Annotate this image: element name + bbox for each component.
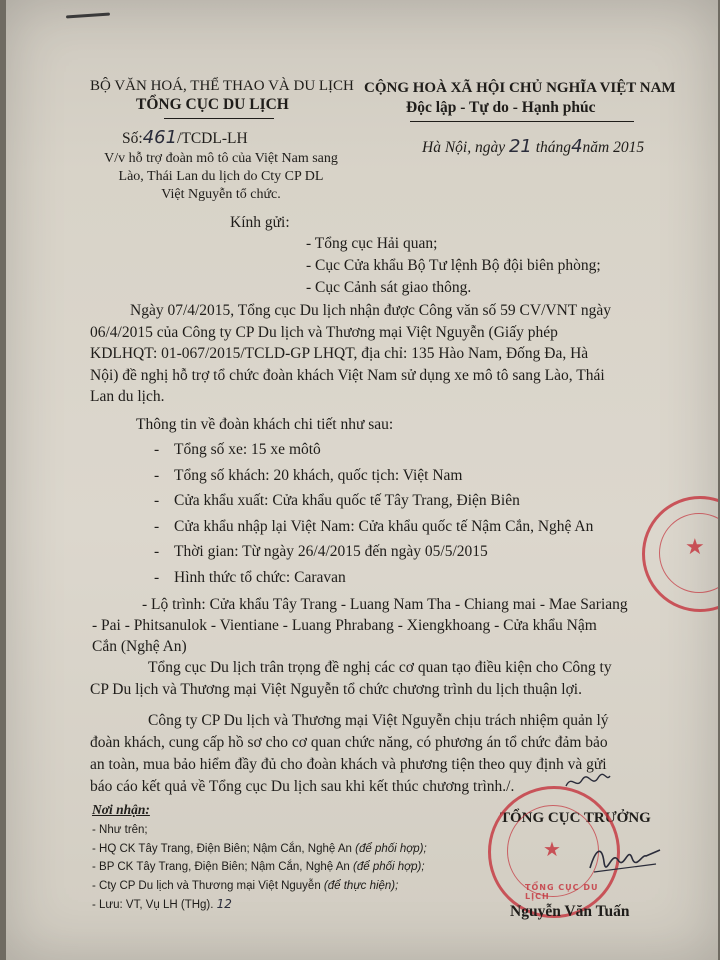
route-line: - Lộ trình: Cửa khẩu Tây Trang - Luang Nam Tha - Chiang mai - Mae Sariang [142,596,628,613]
subject-block [76,150,366,204]
request-line: Tổng cục Du lịch trân trọng đề nghị các cơ quan tạo điều kiện cho Công ty [148,659,612,676]
number-handwritten: 461 [142,127,178,148]
detail-text: Tổng số xe: 15 xe môtô [174,441,321,458]
detail-item: - Tổng số xe: 15 xe môtô [154,441,321,458]
footer-recipients-list [92,821,427,915]
recipient-item: - Tổng cục Hải quan; [306,235,438,252]
details-list [154,437,593,590]
subject-line: V/v hỗ trợ đoàn mô tô của Việt Nam sang [104,151,338,166]
detail-item: - Hình thức tổ chức: Caravan [154,568,346,586]
ministry-name: BỘ VĂN HOÁ, THỂ THAO VÀ DU LỊCH [90,78,354,94]
detail-text: Hình thức tổ chức: Caravan [174,568,346,586]
responsibility-paragraph [90,710,609,798]
detail-text: Thời gian: Từ ngày 26/4/2015 đến ngày 05/5/2015 [174,543,488,560]
date-year: năm 2015 [582,139,645,156]
footer-recipient-text: - Cty CP Du lịch và Thương mại Việt Nguyễn [92,879,324,892]
intro-line: Lan du lịch. [90,388,165,405]
details-intro: Thông tin về đoàn khách chi tiết như sau: [136,416,394,433]
document-page [6,0,718,960]
document-number [122,127,248,148]
responsibility-line: đoàn khách, cung cấp hồ sơ cho cơ quan chức năng, có phương án tổ chức đảm bảo [90,734,608,751]
detail-item: - Cửa khẩu xuất: Cửa khẩu quốc tế Tây Trang, Điện Biên [154,492,520,509]
issue-date [422,136,644,157]
footer-recipient-note: (để thực hiện); [323,879,399,892]
route-line: Cắn (Nghệ An) [92,638,187,655]
detail-text: Cửa khẩu xuất: Cửa khẩu quốc tế Tây Trang, Điện Biên [174,492,520,509]
signer-name: Nguyễn Văn Tuấn [510,903,630,920]
motto-underline [410,121,634,122]
route-paragraph [92,594,628,657]
subject-line: Việt Nguyễn tổ chức. [161,187,281,202]
intro-line: KDLHQT: 01-067/2015/TCLD-GP LHQT, địa chỉ: 135 Hào Nam, Đống Đa, Hà [90,345,589,362]
number-prefix: Số: [122,130,143,147]
footer-recipient-note: (để phối hợp); [353,861,425,873]
recipient-item: - Cục Cửa khẩu Bộ Tư lệnh Bộ đội biên phòng; [306,257,601,274]
footer-recipient-text: - Như trên; [92,824,148,836]
star-icon: ★ [543,837,561,861]
detail-item: - Thời gian: Từ ngày 26/4/2015 đến ngày 05/5/2015 [154,543,488,560]
responsibility-line: báo cáo kết quả về Tổng cục Du lịch sau khi kết thúc chương trình./. [90,778,515,795]
recipients-list [306,233,601,299]
footer-recipient-item [92,895,427,915]
footer-recipient-text: - HQ CK Tây Trang, Điện Biên; Nậm Cắn, Nghệ An [92,842,356,855]
request-line: CP Du lịch và Thương mại Việt Nguyễn tổ chức chương trình du lịch thuận lợi. [90,681,582,698]
date-prefix: Hà Nội, ngày [422,139,506,156]
footer-recipient-item [92,821,427,840]
route-line: - Pai - Phitsanulok - Vientiane - Luang Phrabang - Xiengkhoang - Cửa khẩu Nậm [92,617,597,634]
footer-recipient-text: - Lưu: VT, Vụ LH (THg). [92,899,217,911]
footer-recipient-note: 12 [216,897,232,911]
star-icon: ★ [685,535,705,560]
pen-mark [66,12,110,18]
footer-recipients-label: Nơi nhận: [92,802,150,817]
detail-text: Tổng số khách: 20 khách, quốc tịch: Việt Nam [174,466,463,484]
intro-line: Nội) đề nghị hỗ trợ tổ chức đoàn khách Việt Nam sử dụng xe mô tô sang Lào, Thái [90,366,605,384]
footer-recipient-text: - BP CK Tây Trang, Điện Biên; Nậm Cắn, Nghệ An [92,861,354,873]
republic-name: CỘNG HOÀ XÃ HỘI CHỦ NGHĨA VIỆT NAM [364,80,676,96]
edge-seal-stamp [642,496,718,612]
request-paragraph [90,657,612,701]
subject-line: Lào, Thái Lan du lịch do Cty CP DL [118,169,324,184]
detail-item: - Tổng số khách: 20 khách, quốc tịch: Việt Nam [154,466,463,484]
agency-name: TỔNG CỤC DU LỊCH [136,96,289,113]
detail-item: - Cửa khẩu nhập lại Việt Nam: Cửa khẩu quốc tế Nậm Cắn, Nghệ An [154,517,594,535]
footer-recipient-note: (để phối hợp); [355,842,427,855]
intro-line: 06/4/2015 của Công ty CP Du lịch và Thương mại Việt Nguyễn (Giấy phép [90,323,558,341]
date-month: 4 [571,136,583,157]
responsibility-line: an toàn, mua bảo hiểm đầy đủ cho đoàn khách và phương tiện theo quy định và gửi [90,756,607,773]
intro-paragraph [90,300,611,408]
detail-text: Cửa khẩu nhập lại Việt Nam: Cửa khẩu quốc tế Nậm Cắn, Nghệ An [174,517,594,535]
agency-underline [164,118,274,119]
motto: Độc lập - Tự do - Hạnh phúc [406,99,596,116]
footer-recipient-item [92,877,427,896]
signer-title: TỔNG CỤC TRƯỞNG [500,810,651,826]
number-suffix: /TCDL-LH [177,130,248,147]
footer-recipient-item [92,840,427,859]
footer-recipient-item [92,858,427,877]
recipient-item: - Cục Cảnh sát giao thông. [306,279,472,296]
signature-stamp-text: TỔNG CỤC DU LỊCH [525,883,599,901]
intro-line: Ngày 07/4/2015, Tổng cục Du lịch nhận được Công văn số 59 CV/VNT ngày [130,302,611,319]
responsibility-line: Công ty CP Du lịch và Thương mại Việt Nguyễn chịu trách nhiệm quản lý [148,712,609,729]
handwritten-signature [584,838,664,878]
recipients-label: Kính gửi: [230,214,290,231]
date-day: 21 [508,136,532,157]
date-month-label: tháng [535,139,572,156]
